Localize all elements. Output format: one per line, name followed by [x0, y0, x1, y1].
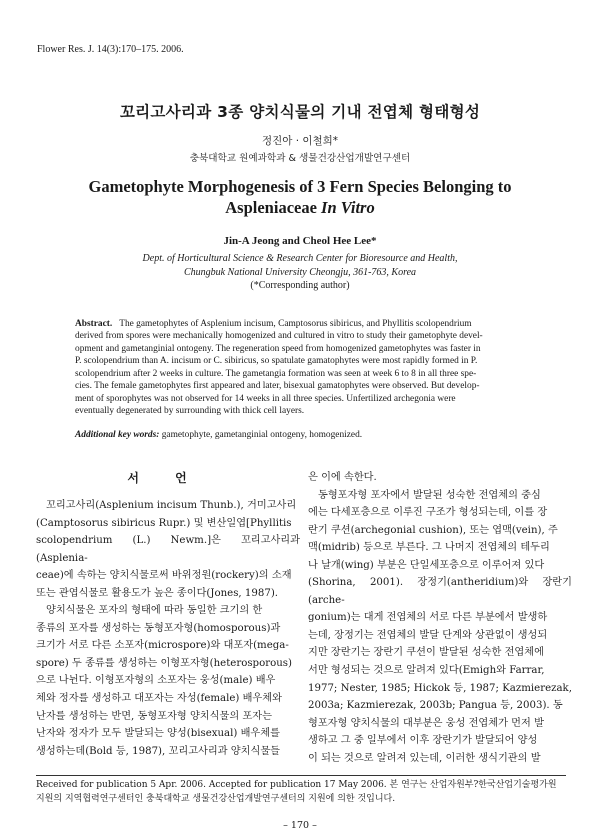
korean-title: 꼬리고사리과 3종 양치식물의 기내 전엽체 형태형성	[119, 103, 481, 121]
column-line: 형포자형 양치식물의 대부분은 웅성 전엽체가 먼저 발	[308, 717, 544, 729]
column-line: 난자를 생성하는 반면, 동형포자형 양치식물의 포자는	[36, 710, 272, 722]
keywords-line	[75, 430, 535, 440]
abstract-block	[75, 318, 527, 418]
abstract-line: Abstract. The gametophytes of Asplenium incisum, Camptosorus sibiricus, and Phyllitis scolopendrium	[75, 319, 472, 329]
column-line: 또는 관엽식물로 활용도가 높은 종이다(Jones, 1987).	[36, 587, 279, 599]
left-column	[36, 497, 300, 760]
keywords-text: gametophyte, gametanginial ontogeny, homogenized.	[161, 430, 363, 440]
column-line: spore) 두 종류를 생성하는 이형포자형(heterosporous)	[36, 657, 292, 669]
abstract-line: opment and gametanginial ontogeny. The regeneration speed from homogenized gametophytes was faster in	[75, 343, 481, 354]
korean-affiliation: 충북대학교 원예과학과 & 생물건강산업개발연구센터	[189, 153, 411, 164]
column-line: 은 이에 속한다.	[308, 472, 377, 483]
abstract-line: derived from spores were mechanically homogenized and cultured in vitro to study their gametophyte devel-	[75, 331, 483, 342]
column-line: 에는 다세포층으로 이루진 구조가 형성되는데, 이를 장	[308, 507, 548, 519]
column-line: 꼬리고사리(Asplenium incisum Thunb.), 거미고사리	[46, 500, 297, 511]
abstract-line: cies. The female gametophytes first appeared and later, bisexual gamatophytes were observed. But develop-	[75, 381, 480, 392]
korean-authors: 정진아 · 이철희*	[261, 135, 339, 147]
page-number: – 170 –	[283, 820, 317, 831]
footnote	[36, 779, 566, 806]
english-title	[0, 176, 600, 218]
column-line: 크기가 서로 다른 소포자(microspore)와 대포자(mega-	[36, 640, 289, 652]
column-line: 서만 형성되는 것으로 알려져 있다(Emigh와 Farrar,	[308, 665, 545, 677]
footnote-divider	[36, 775, 566, 776]
column-line: ceae)에 속하는 양치식물로써 바위정원(rockery)의 소재	[36, 570, 292, 582]
column-line: (Shorina, 2001). 장정기(antheridium)와 장란기(arche-	[308, 577, 572, 606]
abstract-line: eventually degenerated by surrounding with thick cell layers.	[75, 406, 305, 417]
column-line: 란기 쿠션(archegonial cushion), 또는 엽맥(vein), 주	[308, 524, 558, 536]
english-title-line1: Gametophyte Morphogenesis of 3 Fern Species Belonging to	[88, 177, 512, 196]
english-title-line2	[0, 197, 600, 218]
column-line: 으로 나뉜다. 이형포자형의 소포자는 웅성(male) 배우	[36, 675, 276, 687]
column-line: 맥(midrib) 등으로 부른다. 그 나머지 전엽체의 테두리	[308, 542, 550, 554]
column-line: 난자와 정자가 모두 발달되는 양성(bisexual) 배우체를	[36, 728, 280, 740]
column-line: 2003a; Kazmierezak, 2003b; Pangua 등, 2003). 동	[308, 700, 563, 712]
column-line: 양치식물은 포자의 형태에 따라 동일한 크기의 한	[46, 605, 263, 617]
column-line: 는데, 장정기는 전엽체의 발달 단계와 상관없이 생성되	[308, 629, 548, 641]
column-line: 1977; Nester, 1985; Hickok 등, 1987; Kazmierezak,	[308, 682, 572, 694]
english-dept-line2: Chungbuk National University Cheongju, 361-763, Korea	[183, 266, 417, 278]
section-heading: 서 언	[127, 471, 203, 485]
journal-citation: Flower Res. J. 14(3):170–175. 2006.	[37, 44, 184, 55]
english-authors: Jin-A Jeong and Cheol Hee Lee*	[223, 235, 377, 247]
english-dept-line1: Dept. of Horticultural Science & Research Center for Bioresource and Health,	[142, 253, 458, 264]
column-line: gonium)는 대게 전엽체의 서로 다른 부분에서 발생하	[308, 612, 548, 624]
column-line: 종류의 포자를 생성하는 동형포자형(homosporous)과	[36, 622, 281, 634]
column-line: 동형포자형 포자에서 발달된 성숙한 전엽체의 중심	[318, 489, 541, 501]
column-line: 이 되는 것으로 알려져 있는데, 이러한 생식기관의 발	[308, 752, 541, 764]
column-line: 생하고 그 중 일부에서 이후 장란기가 발달되어 양성	[308, 735, 538, 747]
abstract-line: scolopendrium after 2 weeks in culture. The gametangia formation was seen at week 6 to 8 in all three spe-	[75, 368, 477, 379]
right-column	[308, 469, 572, 767]
corresponding-author-note: (*Corresponding author)	[250, 280, 350, 291]
column-line: (Camptosorus sibiricus Rupr.) 및 변산일엽[Phyllitis	[36, 517, 292, 529]
abstract-line: ment of sporophytes was not observed for 14 weeks in all three species. Unfertilized archegonia were	[75, 393, 456, 404]
english-title-plain: Aspleniaceae	[225, 198, 322, 217]
abstract-label: Abstract.	[75, 319, 113, 329]
column-line: 생성하는데(Bold 등, 1987), 꼬리고사리과 양치식물들	[36, 745, 281, 757]
footnote-line1: Received for publication 5 Apr. 2006. Accepted for publication 17 May 2006. 본 연구는 산업자원부?한국산업기술평가원	[36, 780, 557, 790]
keywords-label: Additional key words:	[75, 430, 160, 440]
english-department	[0, 252, 600, 279]
footnote-line2: 지원의 지역협력연구센터인 충북대학교 생물건강산업개발연구센터의 지원에 의한 것입니다.	[36, 793, 396, 804]
column-line: 체와 정자를 생성하고 대포자는 자성(female) 배우체와	[36, 693, 282, 705]
column-line: 지만 장란기는 장란기 쿠션이 발달된 성숙한 전엽체에	[308, 647, 544, 659]
english-title-italic: In Vitro	[321, 198, 375, 217]
column-line: 나 날개(wing) 부분은 단일세포층으로 이루어져 있다	[308, 559, 545, 571]
abstract-line: P. scolopendrium than A. incisum or C. sibiricus, so spatulate gamatophytes were most rapidly formed in P.	[75, 356, 478, 367]
column-line: scolopendrium (L.) Newm.]은 꼬리고사리과(Asplenia-	[36, 535, 300, 564]
